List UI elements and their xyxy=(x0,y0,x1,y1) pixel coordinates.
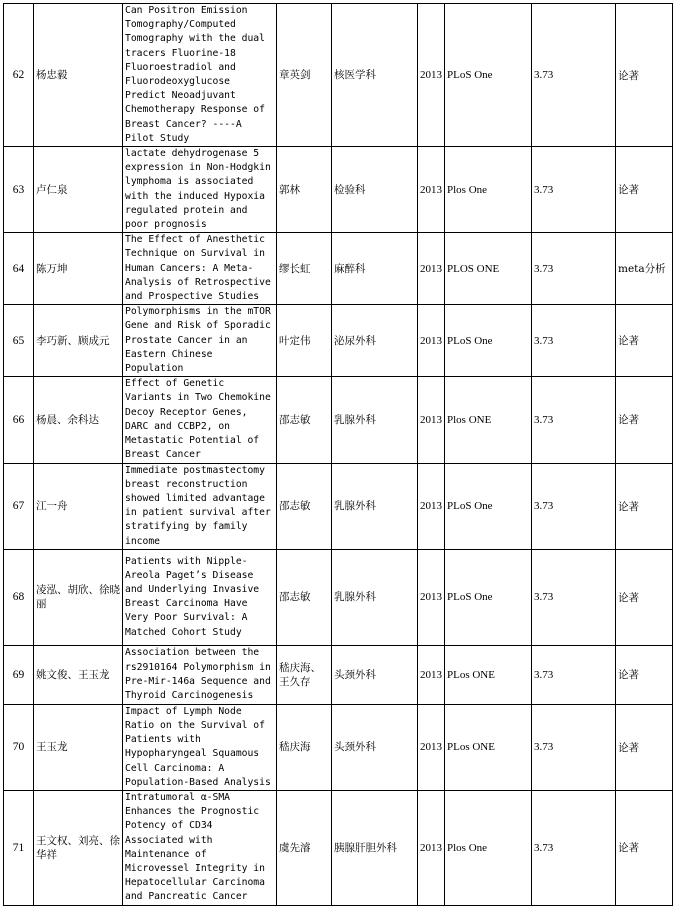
author-cell: 杨晨、余科达 xyxy=(34,377,123,463)
publication-table xyxy=(3,3,673,906)
impact-factor-cell: 3.73 xyxy=(532,704,616,790)
department-cell: 乳腺外科 xyxy=(332,549,418,645)
table-row xyxy=(4,549,673,645)
mentor-cell: 邵志敏 xyxy=(277,463,332,549)
row-number: 71 xyxy=(4,790,34,905)
paper-title-cell: Association between the rs2910164 Polymorphism in Pre-Mir-146a Sequence and Thyroid Carcinogenesis xyxy=(123,645,277,704)
year-cell: 2013 xyxy=(418,305,445,377)
table-row xyxy=(4,704,673,790)
journal-cell: Plos One xyxy=(445,790,532,905)
journal-cell: PLoS One xyxy=(445,4,532,147)
mentor-cell: 嵇庆海 xyxy=(277,704,332,790)
article-type-cell: 论著 xyxy=(616,790,673,905)
journal-cell: PLOS ONE xyxy=(445,233,532,305)
impact-factor-cell: 3.73 xyxy=(532,463,616,549)
row-number: 63 xyxy=(4,147,34,233)
journal-cell: PLoS One xyxy=(445,305,532,377)
impact-factor-cell: 3.73 xyxy=(532,549,616,645)
impact-factor-cell: 3.73 xyxy=(532,790,616,905)
article-type-cell: 论著 xyxy=(616,305,673,377)
paper-title-cell: The Effect of Anesthetic Technique on Survival in Human Cancers: A Meta-Analysis of Retrospective and Prospective Studies xyxy=(123,233,277,305)
impact-factor-cell: 3.73 xyxy=(532,4,616,147)
mentor-cell: 邵志敏 xyxy=(277,549,332,645)
department-cell: 乳腺外科 xyxy=(332,463,418,549)
table-row xyxy=(4,463,673,549)
year-cell: 2013 xyxy=(418,233,445,305)
row-number: 69 xyxy=(4,645,34,704)
year-cell: 2013 xyxy=(418,4,445,147)
article-type-cell: 论著 xyxy=(616,4,673,147)
journal-cell: PLos ONE xyxy=(445,645,532,704)
paper-title-cell: Effect of Genetic Variants in Two Chemokine Decoy Receptor Genes, DARC and CCBP2, on Metastatic Potential of Breast Cancer xyxy=(123,377,277,463)
author-cell: 姚文俊、王玉龙 xyxy=(34,645,123,704)
journal-cell: Plos ONE xyxy=(445,377,532,463)
author-cell: 王玉龙 xyxy=(34,704,123,790)
row-number: 66 xyxy=(4,377,34,463)
mentor-cell: 邵志敏 xyxy=(277,377,332,463)
department-cell: 核医学科 xyxy=(332,4,418,147)
author-cell: 凌泓、胡欣、徐晓丽 xyxy=(34,549,123,645)
department-cell: 头颈外科 xyxy=(332,704,418,790)
impact-factor-cell: 3.73 xyxy=(532,147,616,233)
department-cell: 胰腺肝胆外科 xyxy=(332,790,418,905)
article-type-cell: 论著 xyxy=(616,645,673,704)
paper-title-cell: lactate dehydrogenase 5 expression in Non-Hodgkin lymphoma is associated with the induced Hypoxia regulated protein and poor prognosis xyxy=(123,147,277,233)
author-cell: 陈万坤 xyxy=(34,233,123,305)
table-row xyxy=(4,377,673,463)
row-number: 70 xyxy=(4,704,34,790)
author-cell: 李巧新、顾成元 xyxy=(34,305,123,377)
table-body xyxy=(4,4,673,906)
row-number: 62 xyxy=(4,4,34,147)
journal-cell: Plos One xyxy=(445,147,532,233)
article-type-cell: 论著 xyxy=(616,549,673,645)
year-cell: 2013 xyxy=(418,377,445,463)
impact-factor-cell: 3.73 xyxy=(532,305,616,377)
author-cell: 王文权、刘亮、徐华祥 xyxy=(34,790,123,905)
year-cell: 2013 xyxy=(418,704,445,790)
mentor-cell: 叶定伟 xyxy=(277,305,332,377)
year-cell: 2013 xyxy=(418,645,445,704)
mentor-cell: 章英剑 xyxy=(277,4,332,147)
mentor-cell: 嵇庆海、王久存 xyxy=(277,645,332,704)
year-cell: 2013 xyxy=(418,147,445,233)
paper-title-cell: Can Positron Emission Tomography/Computed Tomography with the dual tracers Fluorine-18 Fluoroestradiol and Fluorodeoxyglucose Predict Neoadjuvant Chemotherapy Response of Breast Cancer? ----A Pilot Study xyxy=(123,4,277,147)
row-number: 64 xyxy=(4,233,34,305)
year-cell: 2013 xyxy=(418,790,445,905)
table-row xyxy=(4,4,673,147)
year-cell: 2013 xyxy=(418,549,445,645)
journal-cell: PLos ONE xyxy=(445,704,532,790)
paper-title-cell: Intratumoral α-SMA Enhances the Prognostic Potency of CD34 Associated with Maintenance of Microvessel Integrity in Hepatocellular Carcinoma and Pancreatic Cancer xyxy=(123,790,277,905)
author-cell: 卢仁泉 xyxy=(34,147,123,233)
impact-factor-cell: 3.73 xyxy=(532,645,616,704)
paper-title-cell: Immediate postmastectomy breast reconstruction showed limited advantage in patient survival after stratifying by family income xyxy=(123,463,277,549)
table-row xyxy=(4,645,673,704)
paper-title-cell: Patients with Nipple-Areola Paget’s Disease and Underlying Invasive Breast Carcinoma Have Very Poor Survival: A Matched Cohort Study xyxy=(123,549,277,645)
department-cell: 麻醉科 xyxy=(332,233,418,305)
department-cell: 乳腺外科 xyxy=(332,377,418,463)
journal-cell: PLoS One xyxy=(445,549,532,645)
row-number: 65 xyxy=(4,305,34,377)
article-type-cell: 论著 xyxy=(616,463,673,549)
journal-cell: PLoS One xyxy=(445,463,532,549)
impact-factor-cell: 3.73 xyxy=(532,233,616,305)
paper-title-cell: Polymorphisms in the mTOR Gene and Risk of Sporadic Prostate Cancer in an Eastern Chinese Population xyxy=(123,305,277,377)
table-row xyxy=(4,233,673,305)
department-cell: 头颈外科 xyxy=(332,645,418,704)
department-cell: 泌尿外科 xyxy=(332,305,418,377)
paper-title-cell: Impact of Lymph Node Ratio on the Survival of Patients with Hypopharyngeal Squamous Cell Carcinoma: A Population-Based Analysis xyxy=(123,704,277,790)
mentor-cell: 虞先濬 xyxy=(277,790,332,905)
table-row xyxy=(4,147,673,233)
article-type-cell: 论著 xyxy=(616,704,673,790)
table-row xyxy=(4,790,673,905)
author-cell: 杨忠毅 xyxy=(34,4,123,147)
article-type-cell: 论著 xyxy=(616,377,673,463)
row-number: 68 xyxy=(4,549,34,645)
mentor-cell: 郭林 xyxy=(277,147,332,233)
table-row xyxy=(4,305,673,377)
impact-factor-cell: 3.73 xyxy=(532,377,616,463)
article-type-cell: meta分析 xyxy=(616,233,673,305)
article-type-cell: 论著 xyxy=(616,147,673,233)
department-cell: 检验科 xyxy=(332,147,418,233)
mentor-cell: 缪长虹 xyxy=(277,233,332,305)
row-number: 67 xyxy=(4,463,34,549)
year-cell: 2013 xyxy=(418,463,445,549)
author-cell: 江一舟 xyxy=(34,463,123,549)
